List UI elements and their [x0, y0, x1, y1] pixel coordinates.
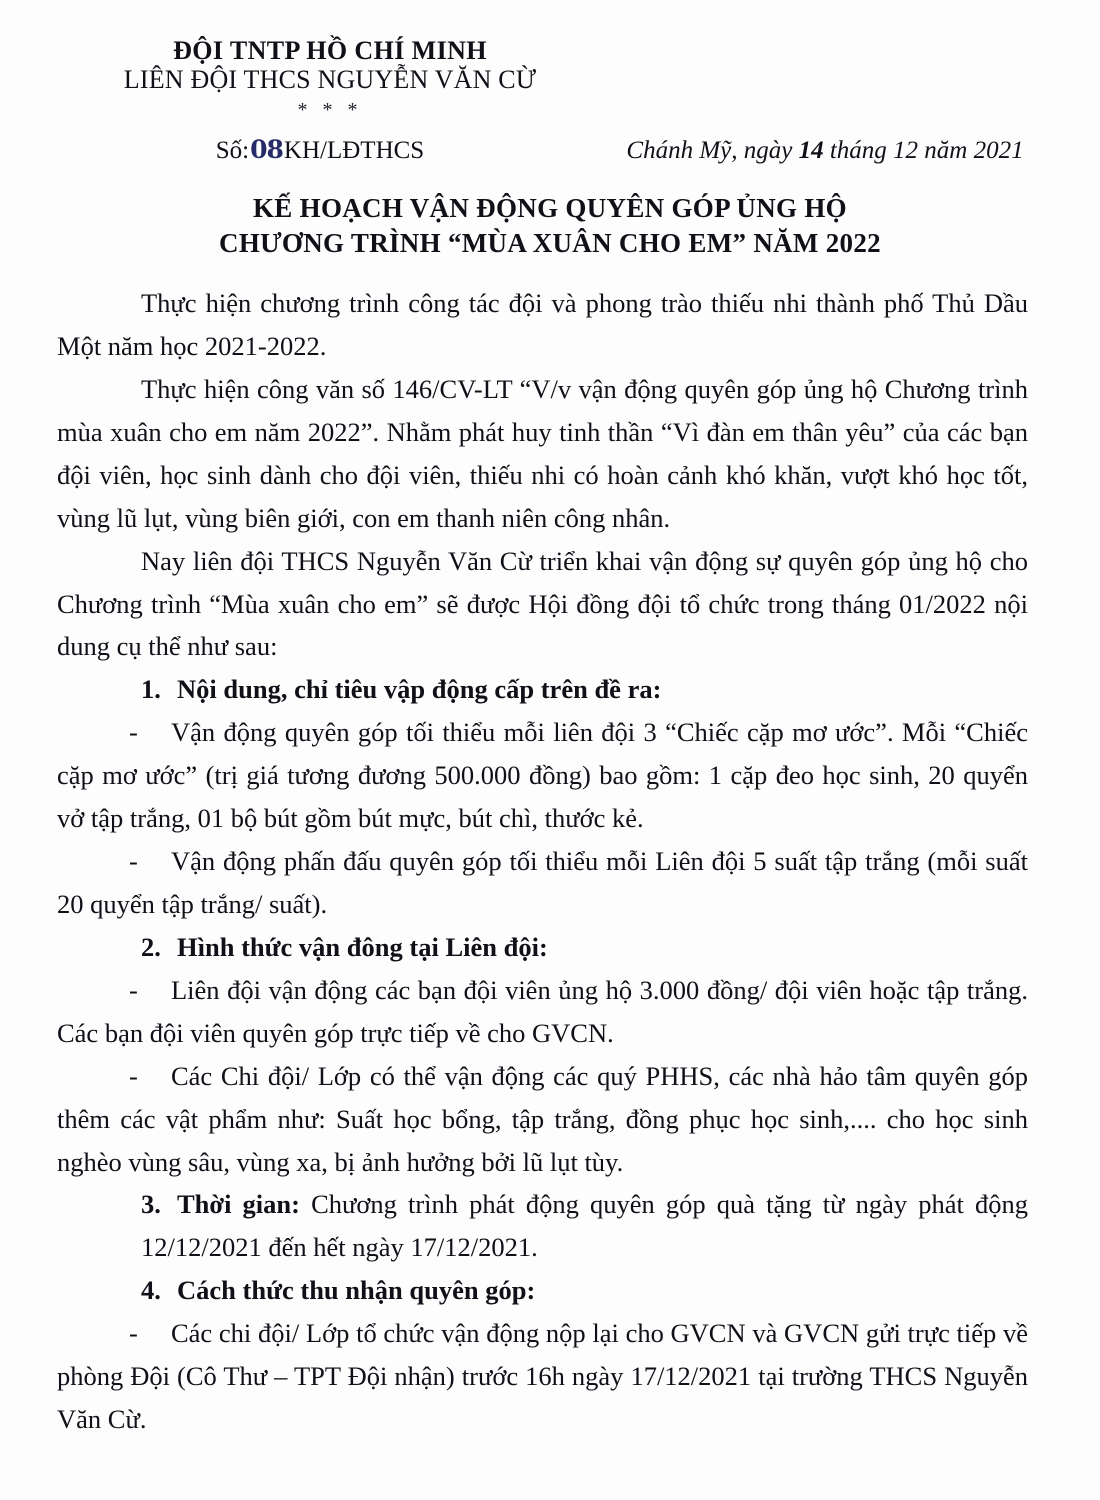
bullet-dash-icon: - [129, 1318, 138, 1349]
section-2-heading [57, 926, 1028, 969]
section-1-bullet-1 [57, 711, 1028, 840]
section-1-bullet-2-text: Vận động phấn đấu quyên góp tối thiểu mỗi Liên đội 5 suất tập trắng (mỗi suất 20 quyển tập trắng/ suất). [57, 846, 1028, 919]
section-4-bullet-1 [57, 1312, 1028, 1441]
document-number-suffix: KH/LĐTHCS [283, 137, 425, 164]
bullet-dash-icon: - [129, 974, 138, 1005]
paragraph-2: Thực hiện công văn số 146/CV-LT “V/v vận động quyên góp ủng hộ Chương trình mùa xuân cho em năm 2022”. Nhằm phát huy tinh thần “Vì đàn em thân yêu” của các bạn đội viên, học sinh dành cho đội viên, thiếu nhi có hoàn cảnh khó khăn, vượt khó học tốt, vùng lũ lụt, vùng biên giới, con em thanh niên công nhân. [57, 373, 1028, 533]
document-title [0, 191, 1100, 260]
section-2-bullet-2-text: Các Chi đội/ Lớp có thể vận động các quý PHHS, các nhà hảo tâm quyên góp thêm các vật phẩm như: Suất học bổng, tập trắng, đồng phục học sinh,.... cho học sinh nghèo vùng sâu, vùng xa, bị ảnh hưởng bởi lũ lụt tùy. [57, 1060, 1028, 1177]
section-3-text: Chương trình phát động quyên góp quà tặng từ ngày phát động 12/12/2021 đến hết ngày 17/12/2021. [141, 1189, 1028, 1263]
section-2-number: 2. [141, 931, 161, 962]
paragraph-3: Nay liên đội THCS Nguyễn Văn Cừ triển khai vận động sự quyên góp ủng hộ cho Chương trình “Mùa xuân cho em” sẽ được Hội đồng đội tổ chức trong tháng 01/2022 nội dung cụ thể như sau: [57, 545, 1028, 662]
document-number [20, 135, 620, 165]
section-2-heading-text: Hình thức vận đông tại Liên đội: [177, 931, 548, 962]
section-4-heading-text: Cách thức thu nhận quyên góp: [177, 1275, 536, 1306]
bullet-dash-icon: - [129, 1060, 138, 1091]
organization-name-line-1: ĐỘI TNTP HỒ CHÍ MINH [173, 36, 487, 65]
section-1-bullet-1-text: Vận động quyên góp tối thiểu mỗi liên đội 3 “Chiếc cặp mơ ước”. Mỗi “Chiếc cặp mơ ước” (trị giá tương đương 500.000 đồng) bao gồm: 1 cặp đeo học sinh, 20 quyển vở tập trắng, 01 bộ bút gồm bút mực, bút chì, thước kẻ. [57, 717, 1028, 834]
section-4-heading [57, 1269, 1028, 1312]
paragraph-1: Thực hiện chương trình công tác đội và phong trào thiếu nhi thành phố Thủ Dầu Một năm học 2021-2022. [57, 288, 1028, 362]
bullet-dash-icon: - [129, 717, 138, 748]
section-1-number: 1. [141, 674, 161, 705]
place-and-date [620, 137, 1030, 165]
document-meta-row [0, 135, 1100, 165]
letterhead [0, 0, 1100, 125]
date-day-value: 14 [798, 137, 824, 164]
section-3-heading-text: Thời gian: [177, 1189, 300, 1220]
place-date-prefix: Chánh Mỹ, ngày [626, 137, 799, 164]
organization-name-line-2: LIÊN ĐỘI THCS NGUYỄN VĂN CỪ [123, 65, 537, 95]
bullet-dash-icon: - [129, 846, 138, 877]
document-number-handwritten-value: 08 [250, 135, 283, 164]
section-1-heading-text: Nội dung, chỉ tiêu vập động cấp trên đề ra: [177, 674, 662, 705]
document-number-prefix: Số: [215, 137, 250, 164]
section-1-bullet-2 [57, 840, 1028, 926]
section-3-number: 3. [141, 1189, 161, 1220]
document-title-line-1: KẾ HOẠCH VẬN ĐỘNG QUYÊN GÓP ỦNG HỘ [253, 193, 847, 223]
document-body [0, 282, 1100, 1441]
document-title-line-2: CHƯƠNG TRÌNH “MÙA XUÂN CHO EM” NĂM 2022 [219, 227, 881, 258]
section-2-bullet-2 [57, 1055, 1028, 1184]
section-4-number: 4. [141, 1275, 161, 1306]
section-4-bullet-1-text: Các chi đội/ Lớp tổ chức vận động nộp lại cho GVCN và GVCN gửi trực tiếp về phòng Đội (Cô Thư – TPT Đội nhận) trước 16h ngày 17/12/2021 tại trường THCS Nguyễn Văn Cừ. [57, 1318, 1028, 1435]
section-2-bullet-1-text: Liên đội vận động các bạn đội viên ủng hộ 3.000 đồng/ đội viên hoặc tập trắng. Các bạn đội viên quyên góp trực tiếp về cho GVCN. [57, 974, 1028, 1048]
star-separator: * * * [297, 99, 363, 121]
section-3-heading [57, 1183, 1028, 1269]
section-2-bullet-1 [57, 969, 1028, 1055]
section-1-heading [57, 668, 1028, 711]
place-date-suffix: tháng 12 năm 2021 [823, 137, 1024, 164]
